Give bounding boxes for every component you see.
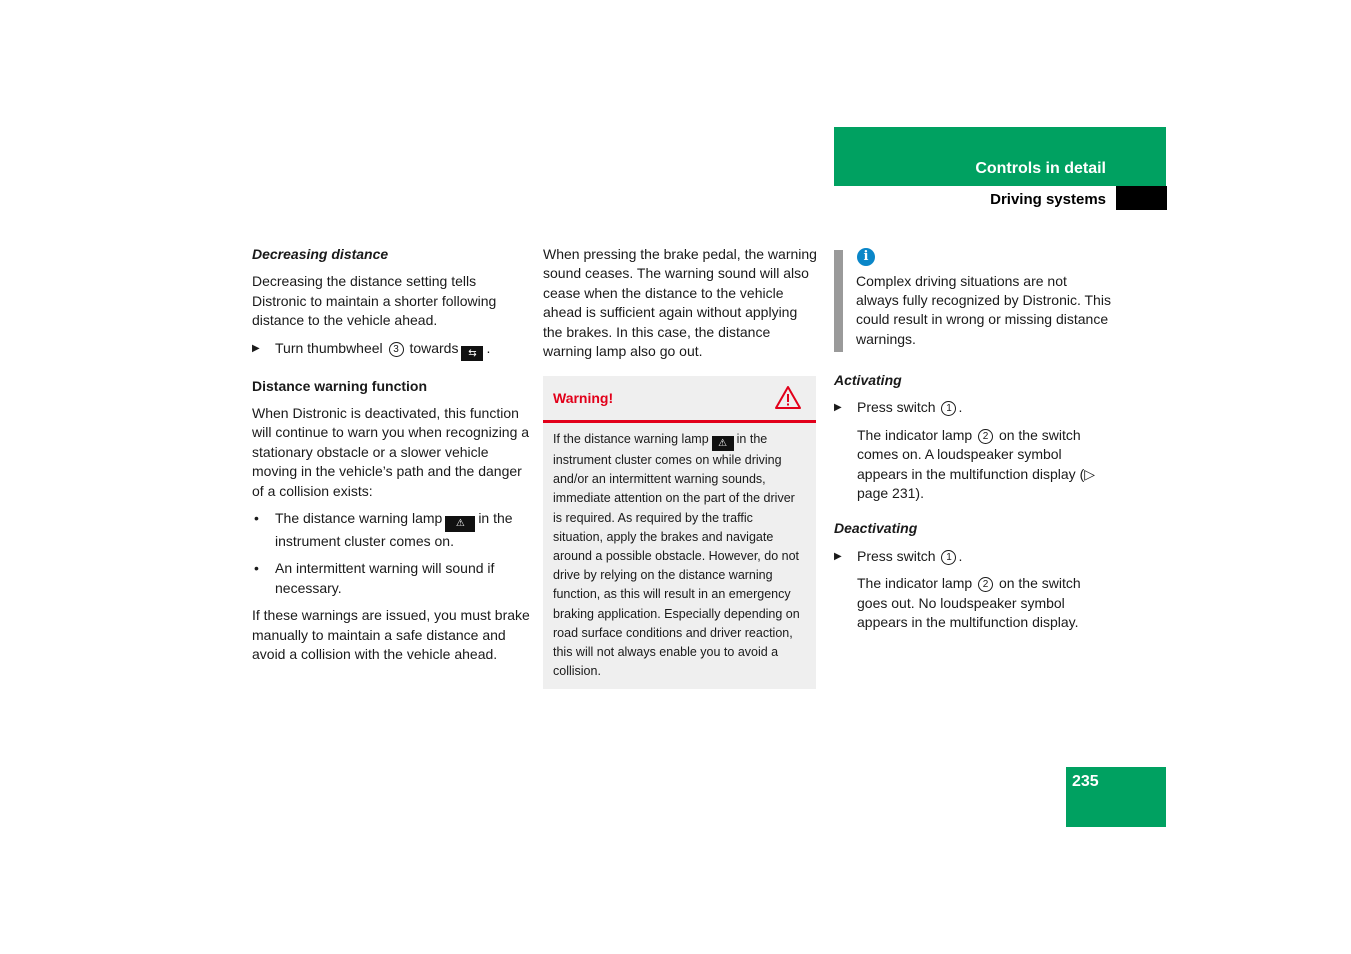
heading-decreasing-distance: Decreasing distance [252, 246, 389, 262]
paragraph-brake-pedal: When pressing the brake pedal, the warning sound ceases. The warning sound will also cease when the distance to the vehicle ahead is sufficient again without applying the brakes. In this case, the distance warning lamp also go out. [543, 246, 817, 360]
paragraph-decreasing: Decreasing the distance setting tells Distronic to maintain a shorter following distance to the vehicle ahead. [252, 273, 497, 329]
warning-body: If the distance warning lamp ⚠ in the instrument cluster comes on while driving and/or an intermittent warning sounds, immediate attention on the part of the driver is required. As required by the traffic situation, apply the brakes and navigate around a possible obstacle. However, do not drive by relying on the distance warning function, as this will result in an emergency braking application. Especially depending on road surface conditions and driver reaction, this will not always enable you to avoid a collision. [553, 432, 800, 679]
callout-number: 2 [978, 429, 993, 444]
heading-activating: Activating [834, 372, 902, 388]
step-arrow-icon: ▶ [252, 342, 260, 354]
step-press-switch-activate: ▶ Press switch 1 . [834, 398, 1109, 417]
column-right [834, 371, 1109, 640]
warning-box [543, 376, 816, 689]
step-arrow-icon: ▶ [834, 550, 842, 562]
paragraph-warning-function: When Distronic is deactivated, this function will continue to warn you when recognizing a stationary obstacle or a slower vehicle moving in the vehicle’s path and the danger of a collision exists: [252, 405, 530, 499]
info-icon: i [857, 248, 875, 266]
paragraph-if-issued: If these warnings are issued, you must brake manually to maintain a safe distance and avoid a collision with the vehicle ahead. [252, 607, 530, 663]
callout-number: 1 [941, 550, 956, 565]
step-turn-thumbwheel: ▶ Turn thumbwheel 3 towards ⇆ . [252, 339, 491, 359]
info-text: Complex driving situations are not always fully recognized by Distronic. This could result in wrong or missing distance warnings. [856, 273, 1111, 347]
heading-distance-warning-function: Distance warning function [252, 377, 428, 394]
heading-deactivating: Deactivating [834, 520, 918, 537]
subsection-title: Driving systems [990, 191, 1106, 208]
step-press-switch-deactivate: ▶ Press switch 1 . [834, 547, 1109, 566]
warning-title: Warning! [553, 390, 614, 406]
bullet-warning-lamp: • The distance warning lamp ⚠ in the instrument cluster comes on. [254, 510, 513, 550]
distance-warning-lamp-icon: ⚠ [445, 516, 475, 532]
column-middle [543, 245, 818, 369]
bullet-dot: • [254, 560, 259, 577]
column-left [252, 245, 530, 673]
distance-warning-lamp-icon: ⚠ [712, 436, 734, 451]
page-reference-link[interactable]: ▷ page 231 [857, 465, 1096, 502]
step-arrow-icon: ▶ [834, 402, 842, 414]
activating-description: The indicator lamp 2 on the switch comes on. A loudspeaker symbol appears in the multifunction display (▷ page 231). [857, 426, 1096, 502]
distance-decrease-icon: ⇆ [461, 346, 483, 361]
callout-number: 1 [941, 401, 956, 416]
bullet-dot: • [254, 510, 259, 527]
info-bar [834, 250, 843, 352]
callout-number: 3 [389, 342, 404, 357]
header-tab-marker [1116, 186, 1167, 210]
warning-header [543, 376, 816, 423]
page-number: 235 [1072, 773, 1099, 790]
warning-triangle-icon [774, 385, 802, 413]
deactivating-description: The indicator lamp 2 on the switch goes out. No loudspeaker symbol appears in the multifunction display. [857, 575, 1081, 631]
section-title: Controls in detail [975, 160, 1106, 177]
callout-number: 2 [978, 577, 993, 592]
bullet-intermittent-warning: • An intermittent warning will sound if necessary. [254, 560, 495, 596]
